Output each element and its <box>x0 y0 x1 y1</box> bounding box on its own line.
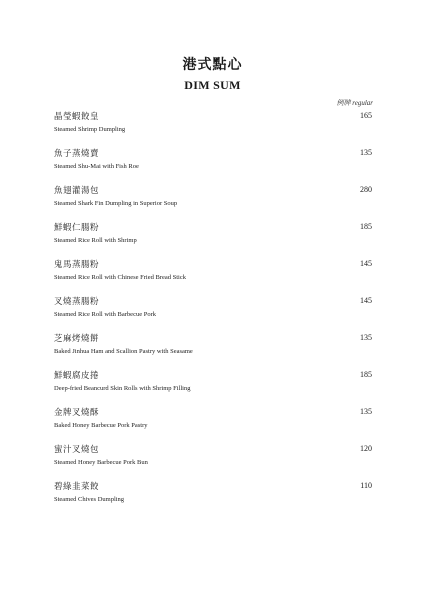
item-name-english: Steamed Shrimp Dumpling <box>54 126 126 133</box>
item-name-chinese: 晶瑩蝦餃皇 <box>54 111 100 121</box>
menu-item <box>54 147 372 184</box>
menu-item <box>54 369 372 406</box>
item-name-chinese: 鮮蝦腐皮捲 <box>54 370 100 380</box>
item-price: 185 <box>360 370 372 379</box>
menu-item <box>54 184 372 221</box>
item-price: 120 <box>360 444 372 453</box>
menu-item <box>54 480 372 517</box>
menu-item <box>54 110 372 147</box>
item-name-english: Deep-fried Beancurd Skin Rolls with Shrimp Filling <box>54 385 191 392</box>
menu-item <box>54 295 372 332</box>
item-name-chinese: 魚子蒸燒賣 <box>54 148 100 158</box>
item-name-english: Steamed Shark Fin Dumpling in Superior Soup <box>54 200 178 207</box>
item-price: 165 <box>360 111 372 120</box>
item-price: 145 <box>360 296 372 305</box>
item-price: 110 <box>360 481 372 490</box>
item-price: 280 <box>360 185 372 194</box>
item-name-chinese: 芝麻烤燒餅 <box>54 333 100 343</box>
item-name-chinese: 鬼馬蒸腸粉 <box>54 259 100 269</box>
item-name-english: Steamed Rice Roll with Chinese Fried Bread Stick <box>54 274 186 281</box>
item-name-english: Steamed Shu-Mai with Fish Roe <box>54 163 139 170</box>
menu-item <box>54 443 372 480</box>
item-name-english: Steamed Chives Dumpling <box>54 496 125 503</box>
item-price: 145 <box>360 259 372 268</box>
menu-item <box>54 221 372 258</box>
item-price: 135 <box>360 148 372 157</box>
page-title-chinese: 港式點心 <box>182 58 243 73</box>
menu-list <box>54 110 372 517</box>
item-name-english: Baked Jinhua Ham and Scallion Pastry with Seasame <box>54 348 193 355</box>
menu-item <box>54 332 372 369</box>
menu-item <box>54 258 372 295</box>
item-price: 185 <box>360 222 372 231</box>
item-name-chinese: 蜜汁叉燒包 <box>54 444 100 454</box>
item-name-english: Steamed Rice Roll with Barbecue Pork <box>54 311 156 318</box>
item-name-english: Baked Honey Barbecue Pork Pastry <box>54 422 148 429</box>
page-title-english: DIM SUM <box>184 78 241 92</box>
item-name-chinese: 叉燒蒸腸粉 <box>54 296 100 306</box>
item-name-chinese: 魚翅灌湯包 <box>54 185 100 195</box>
item-name-chinese: 碧綠韭菜餃 <box>54 481 100 491</box>
price-column-label: 例牌 regular <box>336 99 373 107</box>
item-name-chinese: 金牌叉燒酥 <box>54 407 100 417</box>
item-name-english: Steamed Honey Barbecue Pork Bun <box>54 459 148 466</box>
menu-item <box>54 406 372 443</box>
item-name-english: Steamed Rice Roll with Shrimp <box>54 237 137 244</box>
item-price: 135 <box>360 333 372 342</box>
item-name-chinese: 鮮蝦仁腸粉 <box>54 222 100 232</box>
item-price: 135 <box>360 407 372 416</box>
